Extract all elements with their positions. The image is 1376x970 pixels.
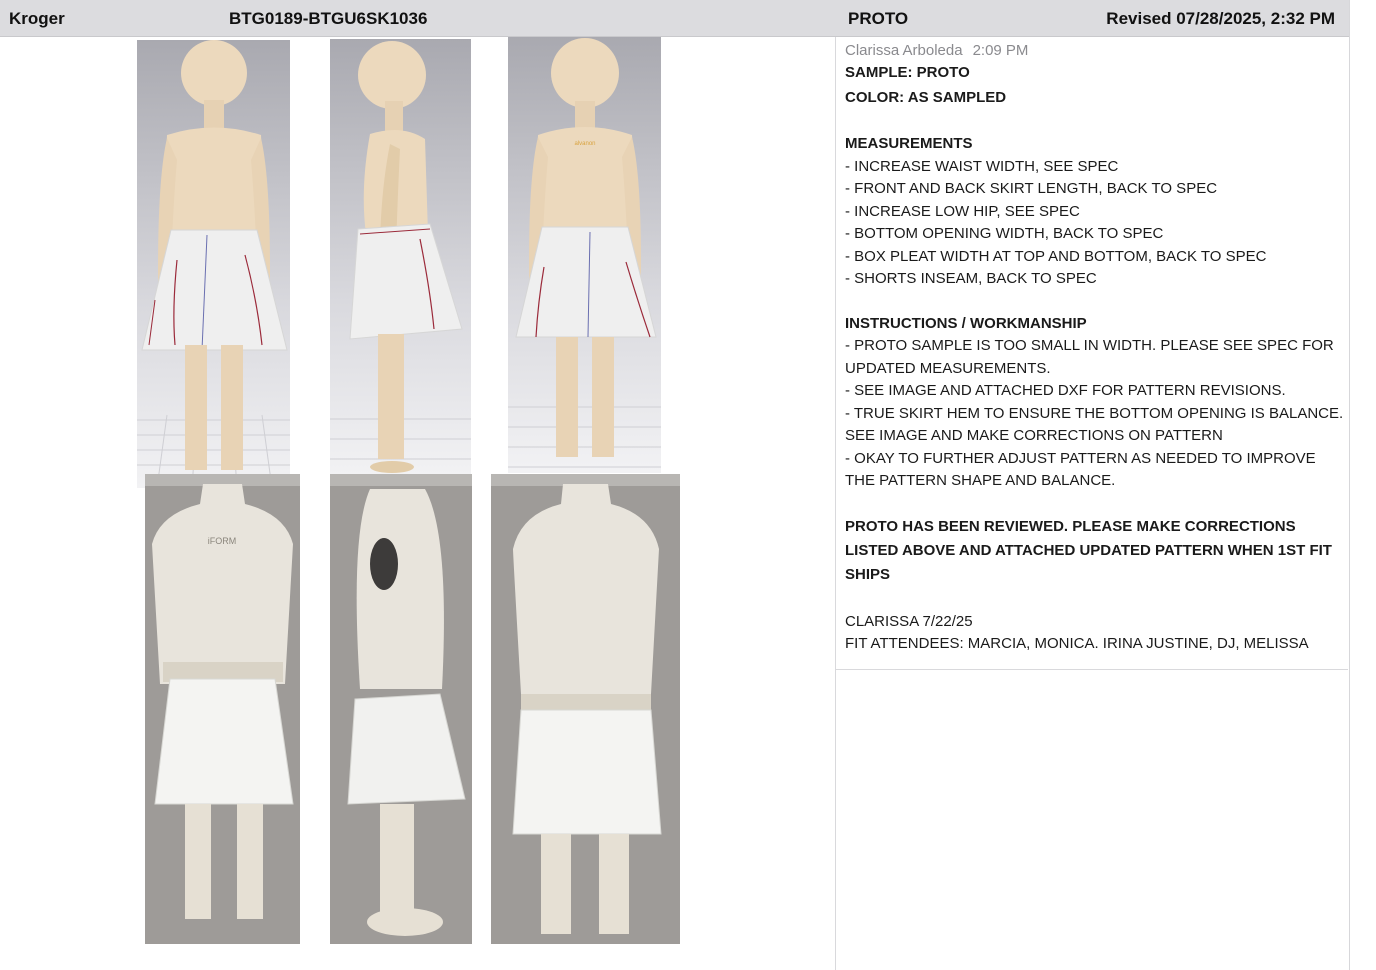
column-divider [835, 37, 836, 970]
instruction-item: - SEE IMAGE AND ATTACHED DXF FOR PATTERN REVISIONS. [845, 382, 1286, 399]
instructions-heading: INSTRUCTIONS / WORKMANSHIP [845, 314, 1087, 332]
measurement-item: - BOX PLEAT WIDTH AT TOP AND BOTTOM, BACK TO SPEC [845, 247, 1267, 265]
page-edge [1349, 0, 1376, 970]
instruction-item: - TRUE SKIRT HEM TO ENSURE THE BOTTOM OPENING IS BALANCE. SEE IMAGE AND MAKE CORRECTIONS ON PATTERN [845, 404, 1344, 444]
sample-line: SAMPLE: PROTO [845, 64, 970, 81]
comment-author: Clarissa Arboleda [845, 42, 963, 59]
brand-name: Kroger [9, 9, 65, 28]
measurement-item: - BOTTOM OPENING WIDTH, BACK TO SPEC [845, 225, 1164, 242]
dressform-brand-label: iFORM [207, 536, 237, 546]
measurement-item: - FRONT AND BACK SKIRT LENGTH, BACK TO SPEC [845, 180, 1218, 197]
avatar-front-view [508, 37, 661, 473]
document-header [0, 0, 1349, 37]
instruction-item: - OKAY TO FURTHER ADJUST PATTERN AS NEEDED TO IMPROVE THE PATTERN SHAPE AND BALANCE. [845, 449, 1316, 489]
measurements-heading: MEASUREMENTS [845, 135, 973, 152]
dressform-side-photo [330, 474, 472, 944]
comment-time: 2:09 PM [972, 42, 1029, 59]
measurement-item: - INCREASE WAIST WIDTH, SEE SPEC [845, 157, 1119, 175]
review-note: PROTO HAS BEEN REVIEWED. PLEASE MAKE CORRECTIONS LISTED ABOVE AND ATTACHED UPDATED PATTERN WHEN 1ST FIT SHIPS [845, 517, 1332, 583]
avatar-brand-mark: alvanon [574, 141, 596, 147]
signoff: CLARISSA 7/22/25 [845, 612, 973, 630]
fit-attendees: FIT ATTENDEES: MARCIA, MONICA. IRINA JUSTINE, DJ, MELISSA [845, 635, 1309, 652]
measurement-item: - INCREASE LOW HIP, SEE SPEC [845, 202, 1080, 220]
measurement-item: - SHORTS INSEAM, BACK TO SPEC [845, 270, 1097, 287]
instruction-item: - PROTO SAMPLE IS TOO SMALL IN WIDTH. PLEASE SEE SPEC FOR UPDATED MEASUREMENTS. [845, 337, 1334, 377]
comment-meta [845, 40, 1345, 62]
color-line: COLOR: AS SAMPLED [845, 88, 1007, 106]
revised-date: Revised 07/28/2025, 2:32 PM [1106, 9, 1335, 28]
instructions-list [845, 335, 1345, 493]
avatar-back-view [137, 40, 290, 488]
dressform-front-photo [491, 474, 680, 944]
comment-divider [836, 669, 1348, 670]
measurements-list [845, 156, 1345, 291]
dressform-back-photo [145, 474, 300, 944]
avatar-side-view [330, 39, 471, 476]
style-number: BTG0189-BTGU6SK1036 [229, 9, 428, 28]
sample-stage: PROTO [848, 9, 909, 28]
fit-comment [845, 40, 1345, 656]
fit-images [0, 37, 835, 970]
